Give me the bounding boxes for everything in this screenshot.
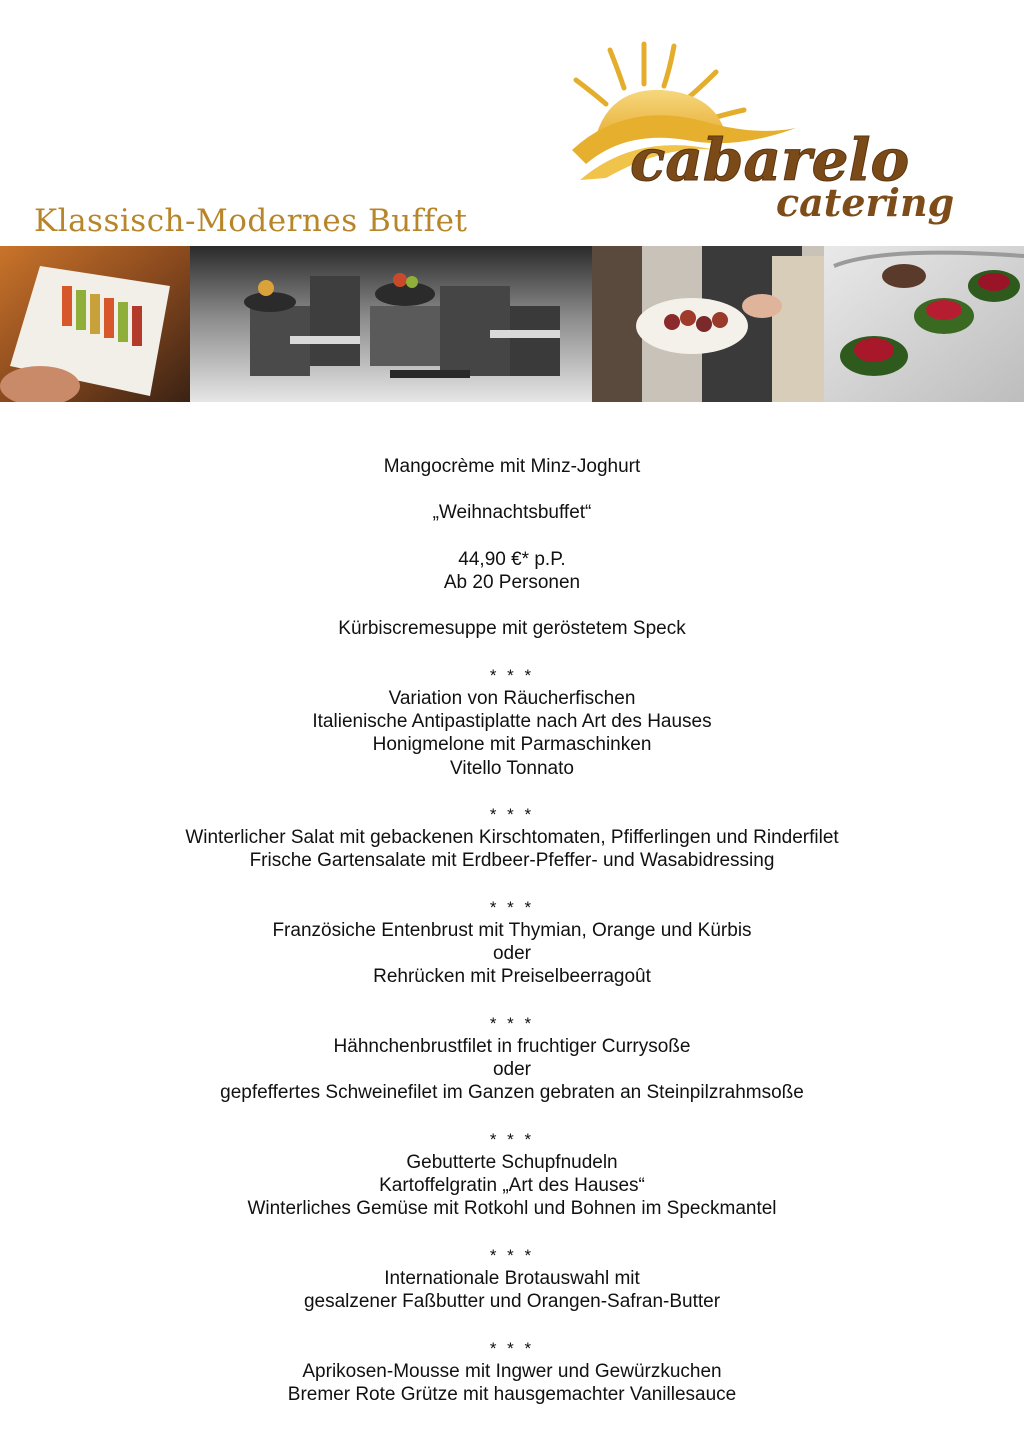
photo-plate-skewers bbox=[0, 246, 190, 402]
starter-item: Vitello Tonnato bbox=[450, 757, 574, 779]
course-separator: * * * bbox=[489, 1129, 535, 1149]
side-item: Winterliches Gemüse mit Rotkohl und Bohnen im Speckmantel bbox=[247, 1198, 777, 1220]
course-separator: * * * bbox=[489, 804, 535, 824]
bread-item: Internationale Brotauswahl mit bbox=[384, 1267, 640, 1289]
main-item: Rehrücken mit Preiselbeerragoût bbox=[373, 966, 651, 988]
brand-sub: catering bbox=[776, 180, 955, 225]
salad-item: Winterlicher Salat mit gebackenen Kirschtomaten, Pfifferlingen und Rinderfilet bbox=[185, 827, 839, 849]
main-item: Hähnchenbrustfilet in fruchtiger Currysoße bbox=[333, 1035, 691, 1057]
salad-item: Frische Gartensalate mit Erdbeer-Pfeffer- und Wasabidressing bbox=[249, 850, 775, 872]
dessert-item: Bremer Rote Grütze mit hausgemachter Vanillesauce bbox=[287, 1383, 737, 1405]
menu-min-persons: Ab 20 Personen bbox=[443, 571, 581, 593]
menu-soup: Kürbiscremesuppe mit geröstetem Speck bbox=[338, 618, 686, 640]
side-item: Gebutterte Schupfnudeln bbox=[406, 1151, 618, 1173]
main-or: oder bbox=[492, 943, 532, 965]
buffet-title: Klassisch-Modernes Buffet bbox=[34, 203, 468, 239]
starter-item: Variation von Räucherfischen bbox=[388, 687, 636, 709]
cabarelo-logo bbox=[566, 40, 970, 238]
starter-item: Honigmelone mit Parmaschinken bbox=[372, 734, 652, 756]
photo-guests-tasting bbox=[592, 246, 824, 402]
main-item: Französiche Entenbrust mit Thymian, Orange und Kürbis bbox=[272, 919, 752, 941]
main-item: gepfeffertes Schweinefilet im Ganzen gebraten an Steinpilzrahmsoße bbox=[220, 1082, 804, 1104]
photo-buffet-stands bbox=[190, 246, 592, 402]
menu-dessert-intro: Mangocrème mit Minz-Joghurt bbox=[383, 456, 641, 477]
course-separator: * * * bbox=[489, 897, 535, 917]
course-separator: * * * bbox=[489, 1338, 535, 1358]
menu-price: 44,90 €* p.P. bbox=[458, 548, 566, 570]
main-or: oder bbox=[492, 1059, 532, 1081]
brand-name: cabarelo bbox=[630, 126, 910, 194]
photo-spoon-appetizers bbox=[824, 246, 1024, 402]
menu-name: „Weihnachtsbuffet“ bbox=[432, 502, 592, 524]
course-separator: * * * bbox=[489, 665, 535, 685]
side-item: Kartoffelgratin „Art des Hauses“ bbox=[379, 1175, 645, 1197]
starter-item: Italienische Antipastiplatte nach Art des Hauses bbox=[312, 711, 712, 733]
menu bbox=[0, 455, 1024, 1406]
dessert-item: Aprikosen-Mousse mit Ingwer und Gewürzkuchen bbox=[302, 1360, 722, 1382]
bread-item: gesalzener Faßbutter und Orangen-Safran-Butter bbox=[303, 1291, 721, 1313]
course-separator: * * * bbox=[489, 1245, 535, 1265]
photo-strip bbox=[0, 246, 1024, 402]
course-separator: * * * bbox=[489, 1013, 535, 1033]
